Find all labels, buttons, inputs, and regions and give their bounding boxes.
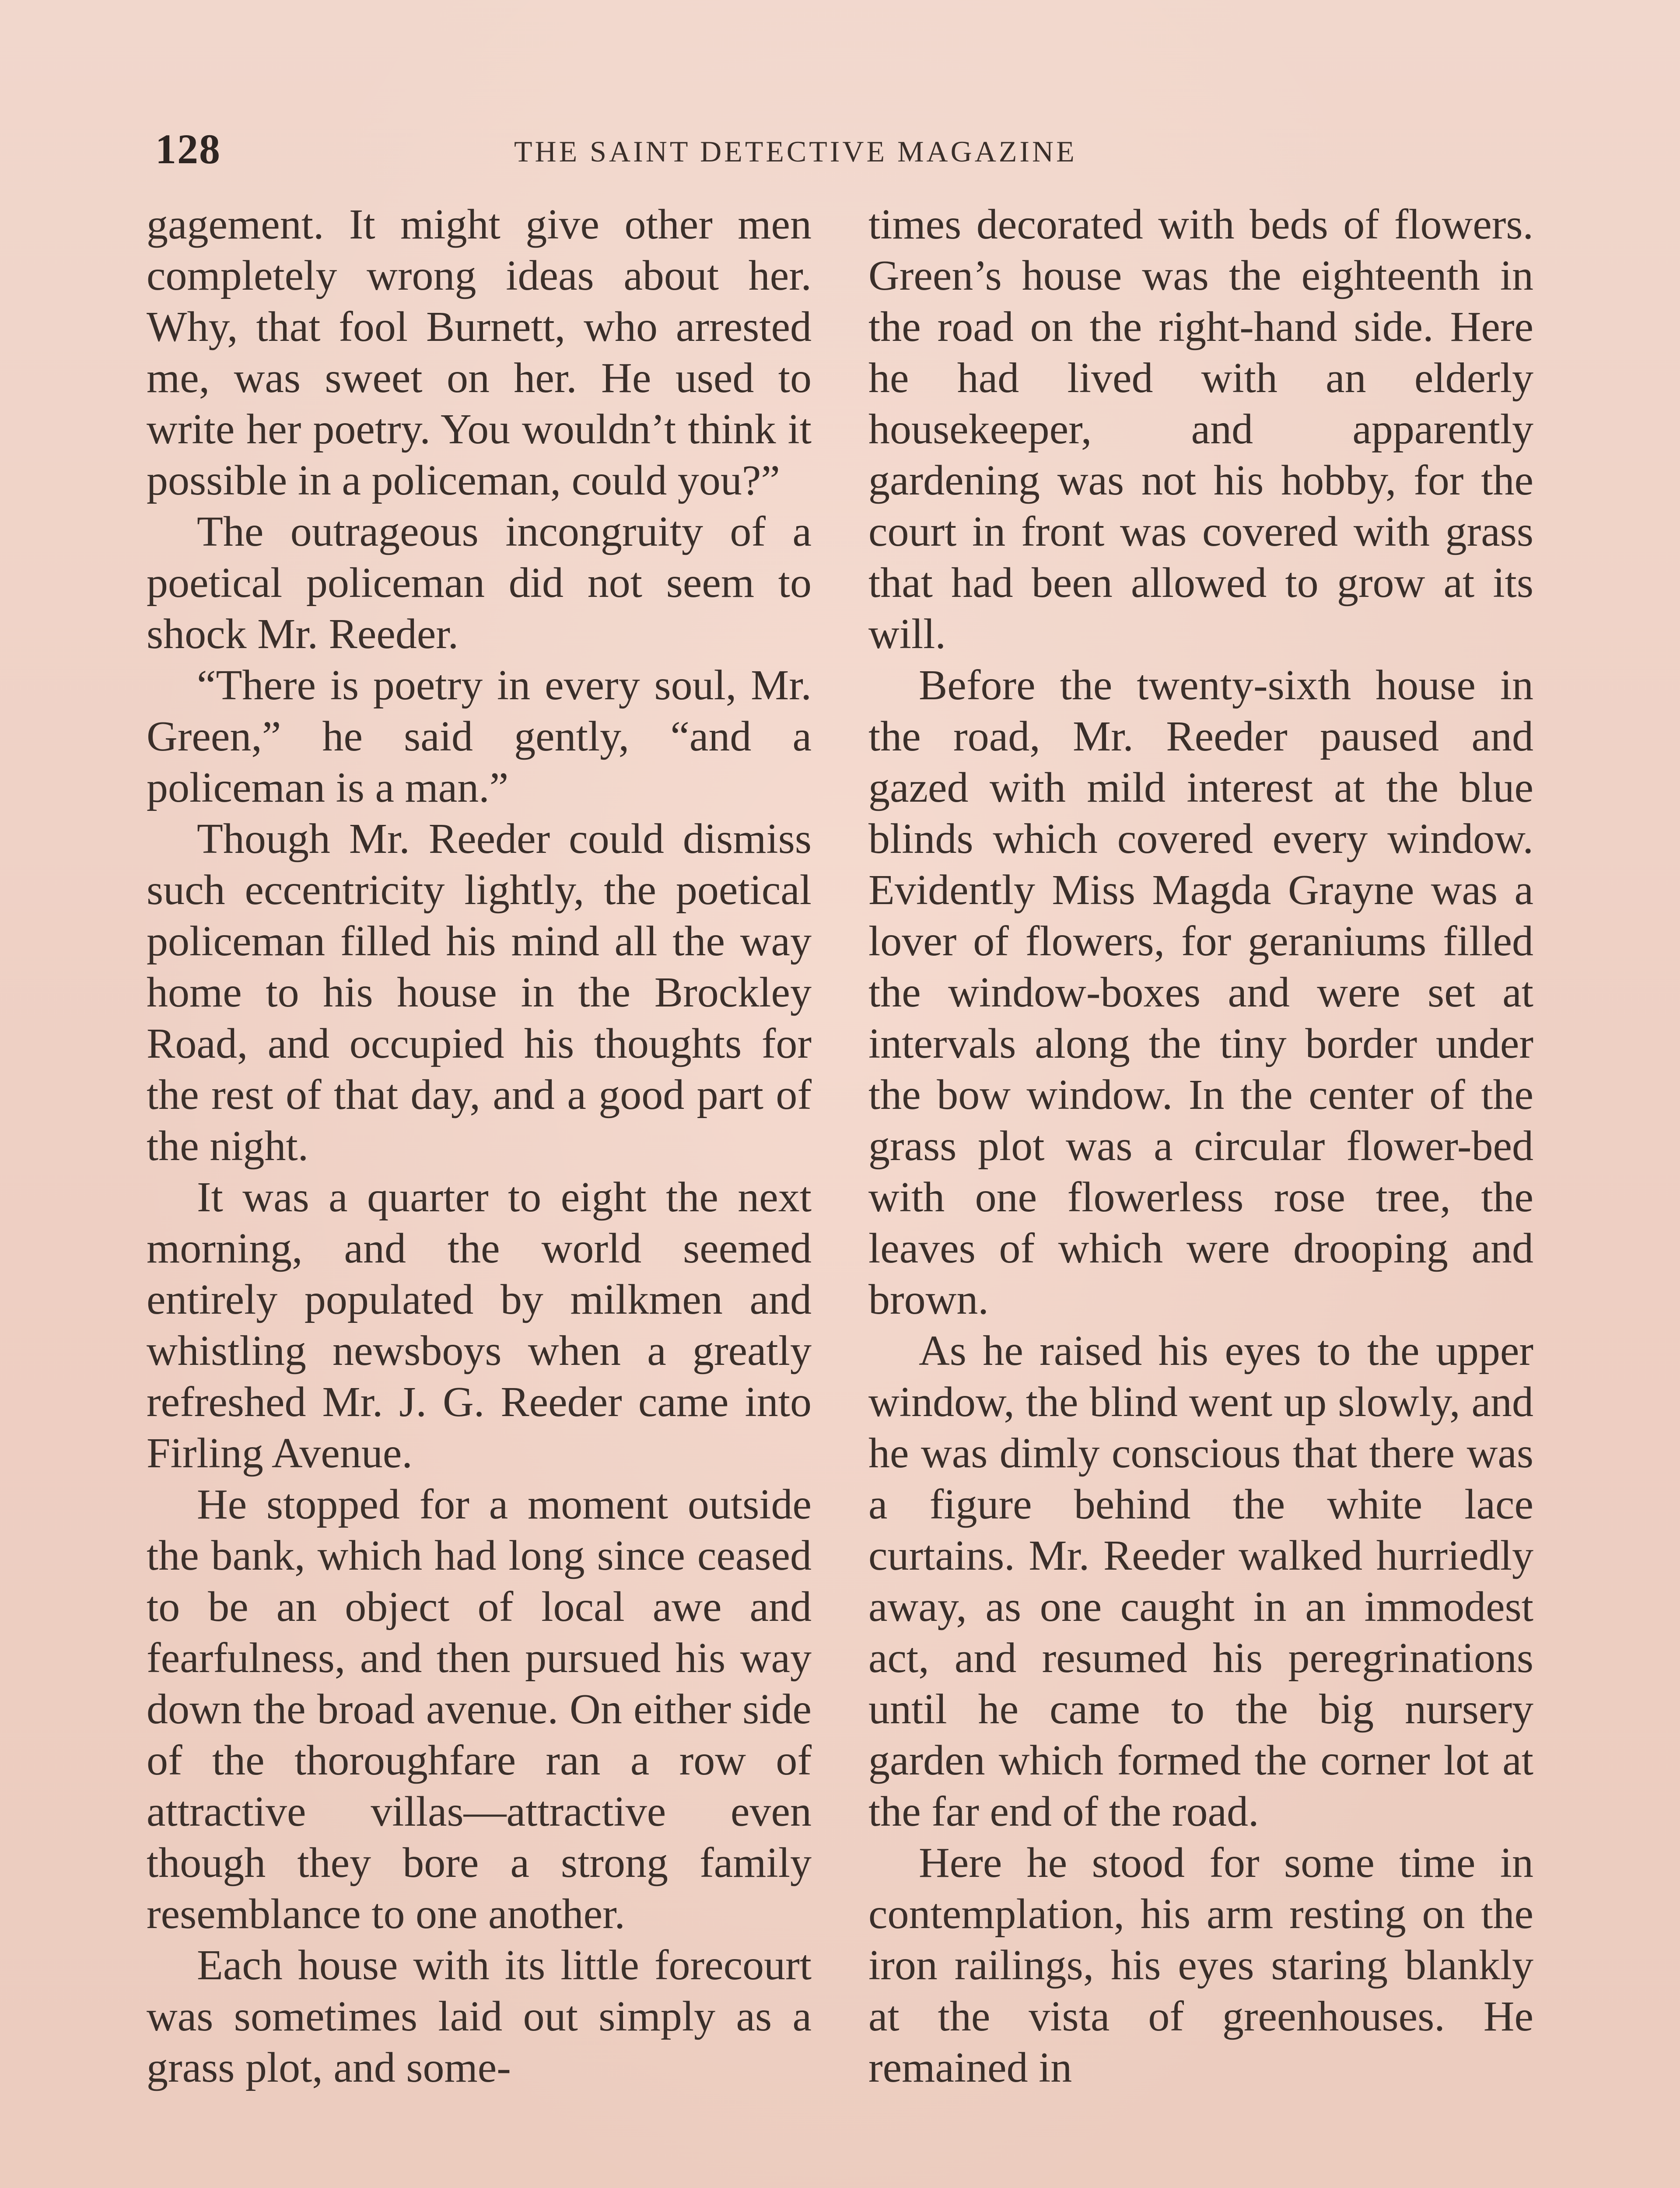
- paragraph: He stopped for a moment outside the bank, which had long since ceased to be an object of local awe and fearfulness, and then pursued his way down the broad avenue. On either side of the thoroughfare ran a row of attractive villas—attractive even though they bore a strong family resemblance to one another.: [147, 1481, 812, 1938]
- paragraph: Before the twenty-sixth house in the road, Mr. Reeder paused and gazed with mild interest at the blue blinds which covered every window. Evidently Miss Magda Grayne was a lover of flowers, for geraniums filled the window-boxes and were set at intervals along the tiny border under the bow window. In the center of the grass plot was a circular flower-bed with one flowerless rose tree, the leaves of which were drooping and brown.: [868, 662, 1533, 1323]
- right-column: [868, 199, 1533, 2093]
- paragraph: As he raised his eyes to the upper window, the blind went up slowly, and he was dimly conscious that there was a figure behind the white lace curtains. Mr. Reeder walked hurriedly away, as one caught in an immodest act, and resumed his peregrinations until he came to the big nursery garden which formed the corner lot at the far end of the road.: [868, 1327, 1533, 1835]
- paragraph: “There is poetry in every soul, Mr. Green,” he said gently, “and a policeman is a man.”: [147, 662, 812, 811]
- left-column: [147, 199, 812, 2093]
- page-header: [155, 125, 1529, 182]
- page-number: 128: [155, 126, 221, 172]
- paragraph: gagement. It might give other men completely wrong ideas about her. Why, that fool Burnett, who arrested me, was sweet on her. He used to write her poetry. You wouldn’t think it possible in a policeman, could you?”: [147, 201, 812, 504]
- paragraph: times decorated with beds of flowers. Green’s house was the eighteenth in the road on the right-hand side. Here he had lived with an elderly housekeeper, and apparently gardening was not his hobby, for the court in front was covered with grass that had been allowed to grow at its will.: [868, 201, 1533, 658]
- paragraph: Each house with its little forecourt was sometimes laid out simply as a grass plot, and some-: [147, 1942, 812, 2091]
- paragraph: The outrageous incongruity of a poetical policeman did not seem to shock Mr. Reeder.: [147, 508, 812, 658]
- paragraph: Here he stood for some time in contemplation, his arm resting on the iron railings, his eyes staring blankly at the vista of greenhouses. He remained in: [868, 1839, 1533, 2091]
- running-head: THE SAINT DETECTIVE MAGAZINE: [514, 135, 1077, 168]
- paragraph: It was a quarter to eight the next morning, and the world seemed entirely populated by milkmen and whistling newsboys when a greatly refreshed Mr. J. G. Reeder came into Firling Avenue.: [147, 1174, 812, 1477]
- paragraph: Though Mr. Reeder could dismiss such eccentricity lightly, the poetical policeman filled his mind all the way home to his house in the Brockley Road, and occupied his thoughts for the rest of that day, and a good part of the night.: [147, 815, 812, 1170]
